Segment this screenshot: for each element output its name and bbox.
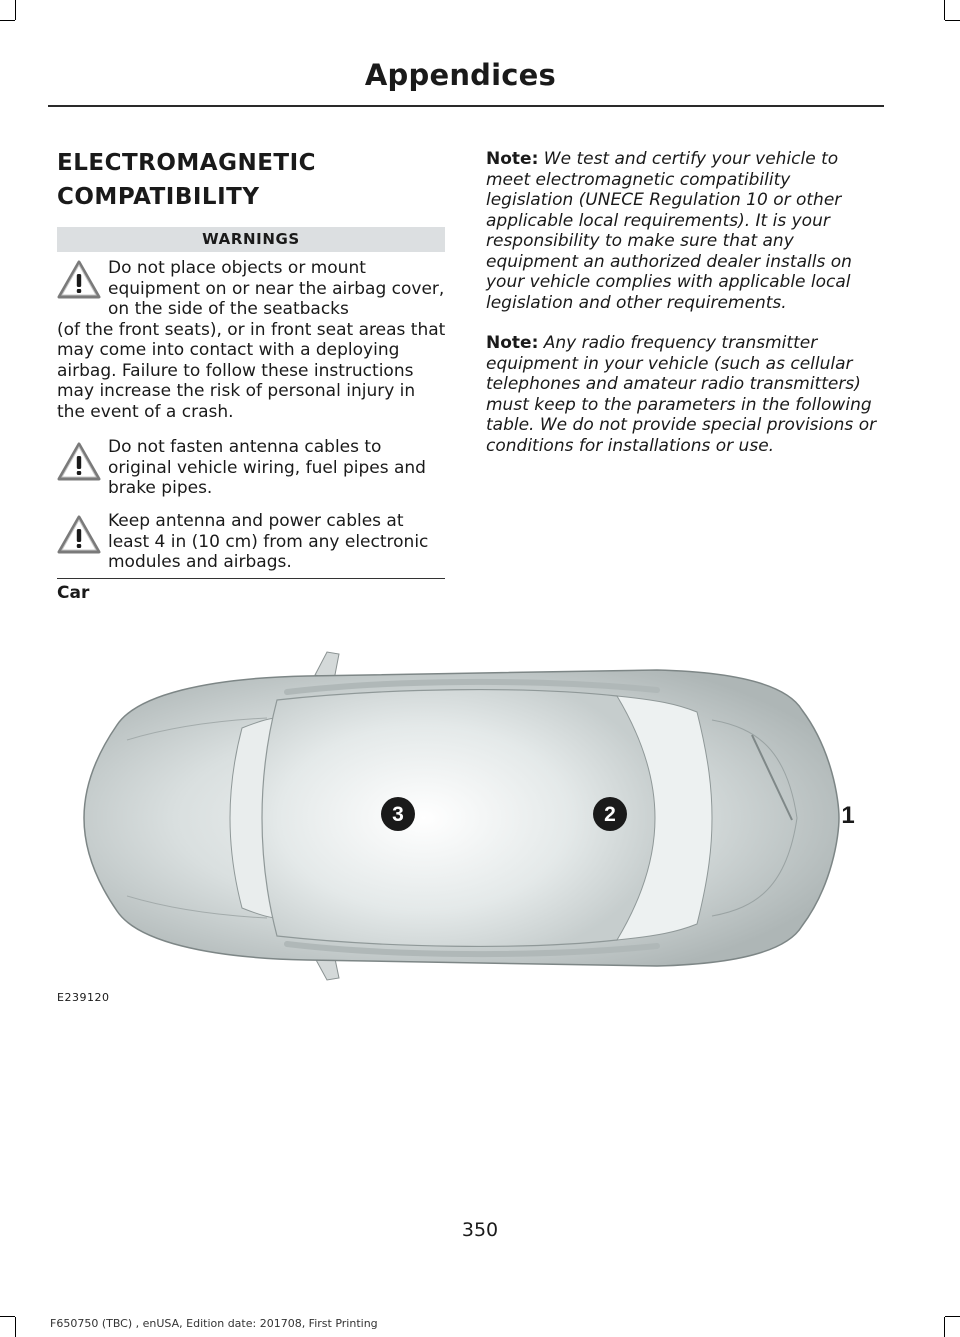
- callout-2: 2: [604, 803, 616, 826]
- car-subheading: Car: [57, 583, 90, 603]
- crop-mark: [15, 0, 16, 20]
- car-top-view-illustration: [57, 640, 887, 1000]
- crop-mark: [944, 1317, 945, 1337]
- callout-3: 3: [392, 803, 404, 826]
- crop-mark: [0, 1316, 15, 1317]
- figure-code: E239120: [57, 991, 110, 1004]
- page-number: 350: [461, 1219, 499, 1241]
- warning-text: [57, 258, 447, 422]
- warning-triangle-icon: [57, 442, 101, 482]
- warnings-banner: WARNINGS: [57, 227, 445, 252]
- section-title: ELECTROMAGNETIC COMPATIBILITY: [57, 150, 317, 210]
- crop-mark: [15, 1317, 16, 1337]
- note-text: We test and certify your vehicle to meet electromagnetic compatibility legislation (UNECE Regulation 10 or other applicable local requirements). It is your responsibility to make sure that any equipment an authorized dealer installs on your vehicle complies with applicable local legislation and other requirements.: [486, 149, 852, 313]
- note-paragraph: [486, 149, 880, 313]
- note-paragraph: [486, 333, 880, 456]
- crop-mark: [945, 1316, 960, 1317]
- warning-text: Do not fasten antenna cables to original vehicle wiring, fuel pipes and brake pipes.: [108, 437, 426, 498]
- crop-mark: [944, 0, 945, 20]
- note-label: Note:: [486, 333, 539, 353]
- header-rule: [48, 105, 884, 107]
- page-footer: F650750 (TBC) , enUSA, Edition date: 201708, First Printing: [50, 1317, 378, 1330]
- warning-triangle-icon: [57, 515, 101, 555]
- warning-text-continued: (of the front seats), or in front seat areas that may come into contact with a deploying airbag. Failure to follow these instructions may increase the risk of personal injury in the event of a crash.: [57, 319, 446, 422]
- note-label: Note:: [486, 149, 539, 169]
- crop-mark: [945, 20, 960, 21]
- note-text: Any radio frequency transmitter equipment in your vehicle (such as cellular telephones and amateur radio transmitters) must keep to the parameters in the following table. We do not provide special provisions or conditions for installations or use.: [486, 333, 877, 456]
- crop-mark: [0, 20, 15, 21]
- section-rule: [57, 578, 445, 579]
- callout-1: 1: [841, 802, 855, 829]
- page-header-title: Appendices: [364, 58, 556, 92]
- warning-text-lead: Do not place objects or mount equipment on or near the airbag cover, on the side of the seatbacks: [108, 258, 445, 319]
- warning-text: Keep antenna and power cables at least 4 in (10 cm) from any electronic modules and airbags.: [108, 511, 429, 572]
